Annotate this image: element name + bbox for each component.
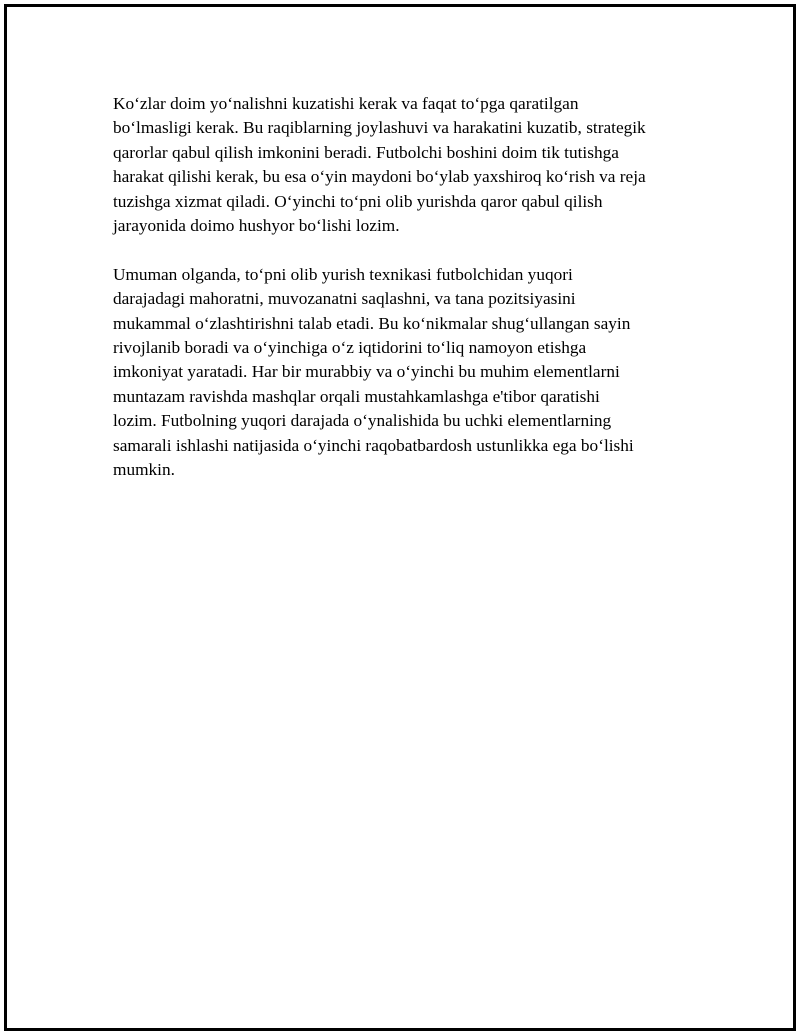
text-line: jarayonida doimo hushyor boʻlishi lozim. <box>113 216 400 236</box>
text-line: samarali ishlashi natijasida oʻyinchi raqobatbardosh ustunlikka ega boʻlishi <box>113 435 634 455</box>
text-line: qarorlar qabul qilish imkonini beradi. Futbolchi boshini doim tik tutishga <box>113 142 619 162</box>
text-line: mumkin. <box>113 460 175 480</box>
text-line: mukammal oʻzlashtirishni talab etadi. Bu koʻnikmalar shugʻullangan sayin <box>113 313 631 333</box>
text-line: darajadagi mahoratni, muvozanatni saqlashni, va tana pozitsiyasini <box>113 289 576 309</box>
text-line: Koʻzlar doim yoʻnalishni kuzatishi kerak va faqat toʻpga qaratilgan <box>113 94 579 113</box>
text-line: rivojlanib boradi va oʻyinchiga oʻz iqtidorini toʻliq namoyon etishga <box>113 338 587 358</box>
text-line: Umuman olganda, toʻpni olib yurish texnikasi futbolchidan yuqori <box>113 264 573 284</box>
paragraph-1 <box>113 92 703 238</box>
text-line: imkoniyat yaratadi. Har bir murabbiy va oʻyinchi bu muhim elementlarni <box>113 362 620 382</box>
text-line: harakat qilishi kerak, bu esa oʻyin maydoni boʻylab yaxshiroq koʻrish va reja <box>113 167 646 187</box>
text-line: tuzishga xizmat qiladi. Oʻyinchi toʻpni olib yurishda qaror qabul qilish <box>113 191 603 211</box>
document-body <box>113 92 703 507</box>
text-line: lozim. Futbolning yuqori darajada oʻynalishida bu uchki elementlarning <box>113 411 612 431</box>
text-line: muntazam ravishda mashqlar orqali mustahkamlashga e'tibor qaratishi <box>113 386 600 406</box>
paragraph-2 <box>113 263 703 483</box>
text-line: boʻlmasligi kerak. Bu raqiblarning joylashuvi va harakatini kuzatib, strategik <box>113 118 646 138</box>
